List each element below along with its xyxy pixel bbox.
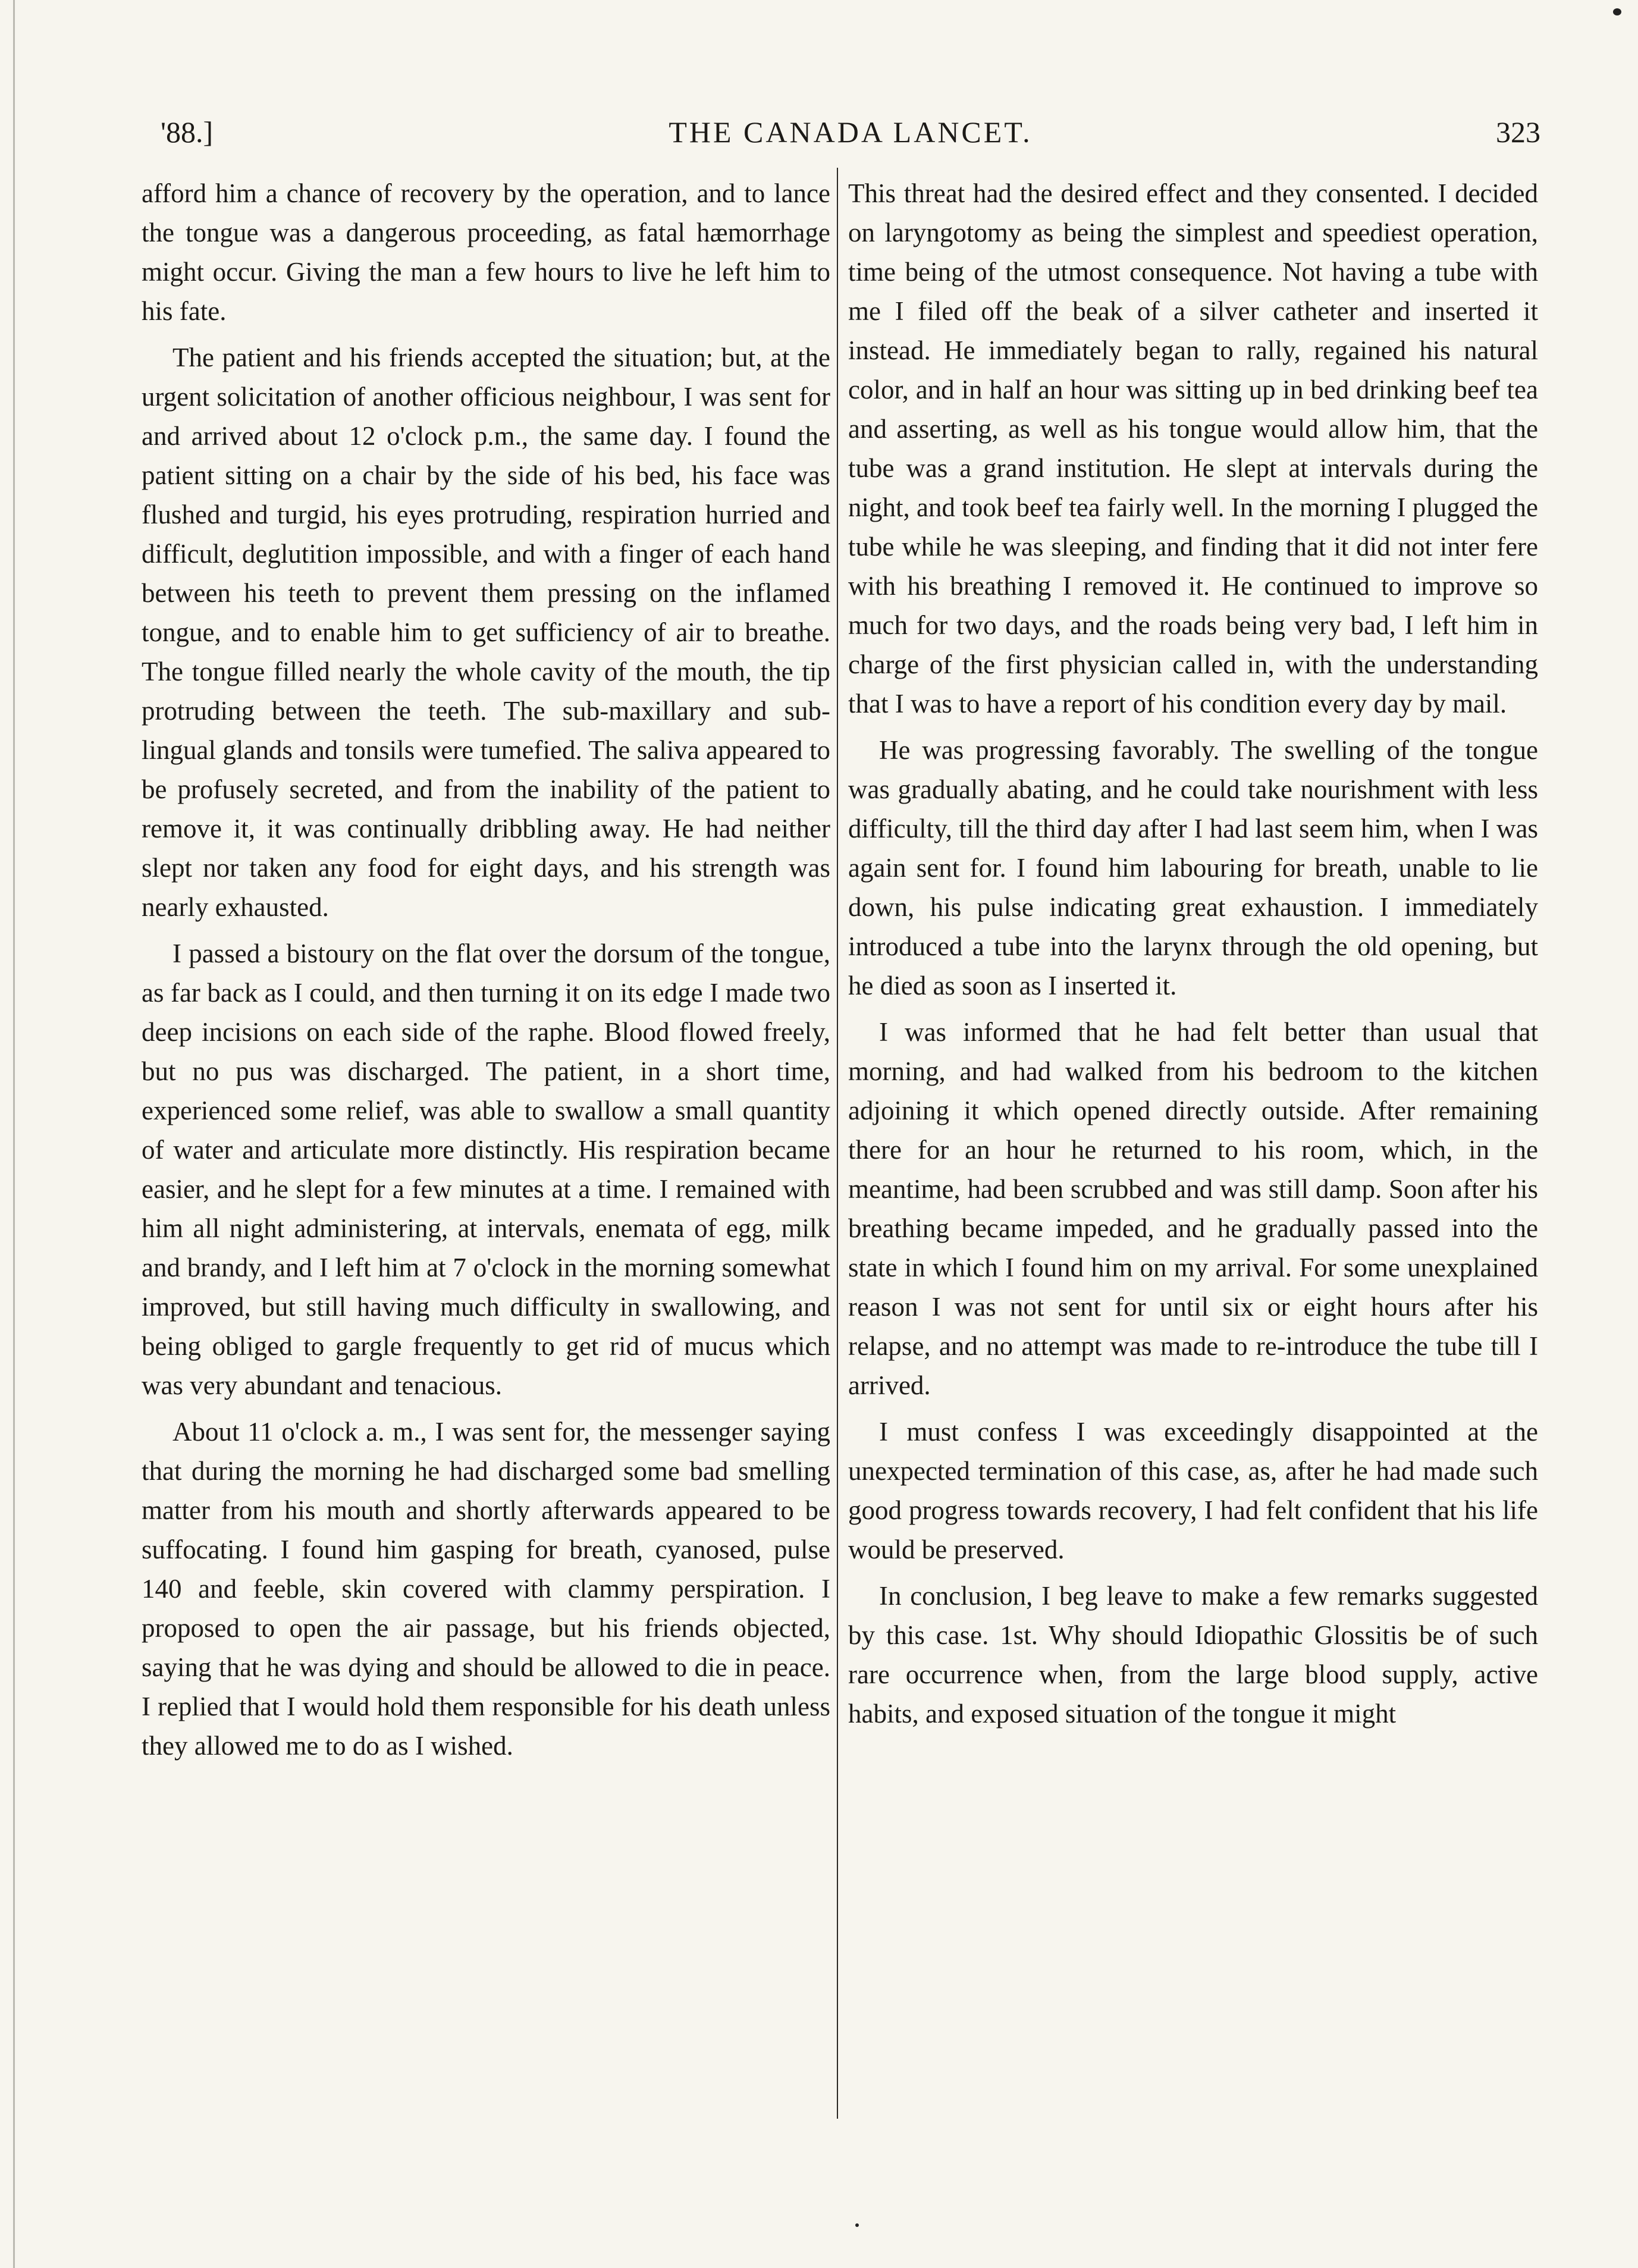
scan-page-edge <box>13 0 15 2268</box>
journal-title: THE CANADA LANCET. <box>669 115 1033 149</box>
paragraph: I was informed that he had felt better than usual that morning, and had walked from his bedroom to the kitchen adjoining it which opened directly outside. After remaining there for an hour he returned to his room, which, in the meantime, had been scrubbed and was still damp. Soon after his breathing became impeded, and he gradually passed into the state in which I found him on my arrival. For some unexplained reason I was not sent for until six or eight hours after his relapse, and no attempt was made to re-introduce the tube till I arrived. <box>848 1017 1538 1400</box>
paragraph: This threat had the desired effect and they consented. I decided on laryngotomy as being the simplest and speediest operation, time being of the utmost consequence. Not having a tube with me I filed off the beak of a silver catheter and inserted it instead. He immediately began to rally, regained his natural color, and in half an hour was sitting up in bed drinking beef tea and asserting, as well as his tongue would allow him, that the tube was a grand institution. He slept at intervals during the night, and took beef tea fairly well. In the morning I plugged the tube while he was sleeping, and finding that it did not inter fere with his breathing I removed it. He continued to improve so much for two days, and the roads being very bad, I left him in charge of the first physician called in, with the understanding that I was to have a report of his condition every day by mail. <box>848 178 1538 719</box>
running-header <box>161 108 1540 156</box>
ink-speck <box>855 2223 859 2227</box>
paragraph: He was progressing favorably. The swelling of the tongue was gradually abating, and he could take nourishment with less difficulty, till the third day after I had last seem him, when I was again sent for. I found him labouring for breath, unable to lie down, his pulse indicating great exhaustion. I immediately introduced a tube into the larynx through the old opening, but he died as soon as I inserted it. <box>848 735 1538 1000</box>
page-number: 323 <box>1496 115 1540 149</box>
column-divider <box>837 168 838 2119</box>
paragraph: I must confess I was exceedingly disappointed at the unexpected termination of this case, as, after he had made such good progress towards recovery, I had felt confident that his life would be preserved. <box>848 1417 1538 1564</box>
left-column <box>142 174 830 1765</box>
right-column <box>848 174 1538 1733</box>
paragraph: I passed a bistoury on the flat over the dorsum of the tongue, as far back as I could, and then turning it on its edge I made two deep incisions on each side of the raphe. Blood flowed freely, but no pus was discharged. The patient, in a short time, experienced some relief, was able to swallow a small quantity of water and articulate more distinctly. His respiration became easier, and he slept for a few minutes at a time. I remained with him all night administering, at intervals, enemata of egg, milk and brandy, and I left him at 7 o'clock in the morning somewhat improved, but still having much difficulty in swallowing, and being obliged to gargle frequently to get rid of mucus which was very abundant and tenacious. <box>142 939 830 1400</box>
ink-speck <box>1613 8 1621 15</box>
paragraph: The patient and his friends accepted the situation; but, at the urgent solicitation of another officious neighbour, I was sent for and arrived about 12 o'clock p.m., the same day. I found the patient sitting on a chair by the side of his bed, his face was flushed and turgid, his eyes protruding, respiration hurried and difficult, deglutition impossible, and with a finger of each hand between his teeth to prevent them pressing on the inflamed tongue, and to enable him to get sufficiency of air to breathe. The tongue filled nearly the whole cavity of the mouth, the tip protruding between the teeth. The sub-maxillary and sub-lingual glands and tonsils were tumefied. The saliva appeared to be profusely secreted, and from the inability of the patient to remove it, it was continually dribbling away. He had neither slept nor taken any food for eight days, and his strength was nearly exhausted. <box>142 343 830 922</box>
header-volume-mark: '88.] <box>161 115 214 149</box>
paragraph: In conclusion, I beg leave to make a few remarks suggested by this case. 1st. Why should Idiopathic Glossitis be of such rare occurrence when, from the large blood supply, active habits, and exposed situation of the tongue it might <box>848 1581 1538 1729</box>
paragraph: About 11 o'clock a. m., I was sent for, the messenger saying that during the morning he had discharged some bad smelling matter from his mouth and shortly afterwards appeared to be suffocating. I found him gasping for breath, cyanosed, pulse 140 and feeble, skin covered with clammy perspiration. I proposed to open the air passage, but his friends objected, saying that he was dying and should be allowed to die in peace. I replied that I would hold them responsible for his death unless they allowed me to do as I wished. <box>142 1417 830 1761</box>
paragraph: afford him a chance of recovery by the operation, and to lance the tongue was a dangerous proceeding, as fatal hæmorrhage might occur. Giving the man a few hours to live he left him to his fate. <box>142 178 830 326</box>
